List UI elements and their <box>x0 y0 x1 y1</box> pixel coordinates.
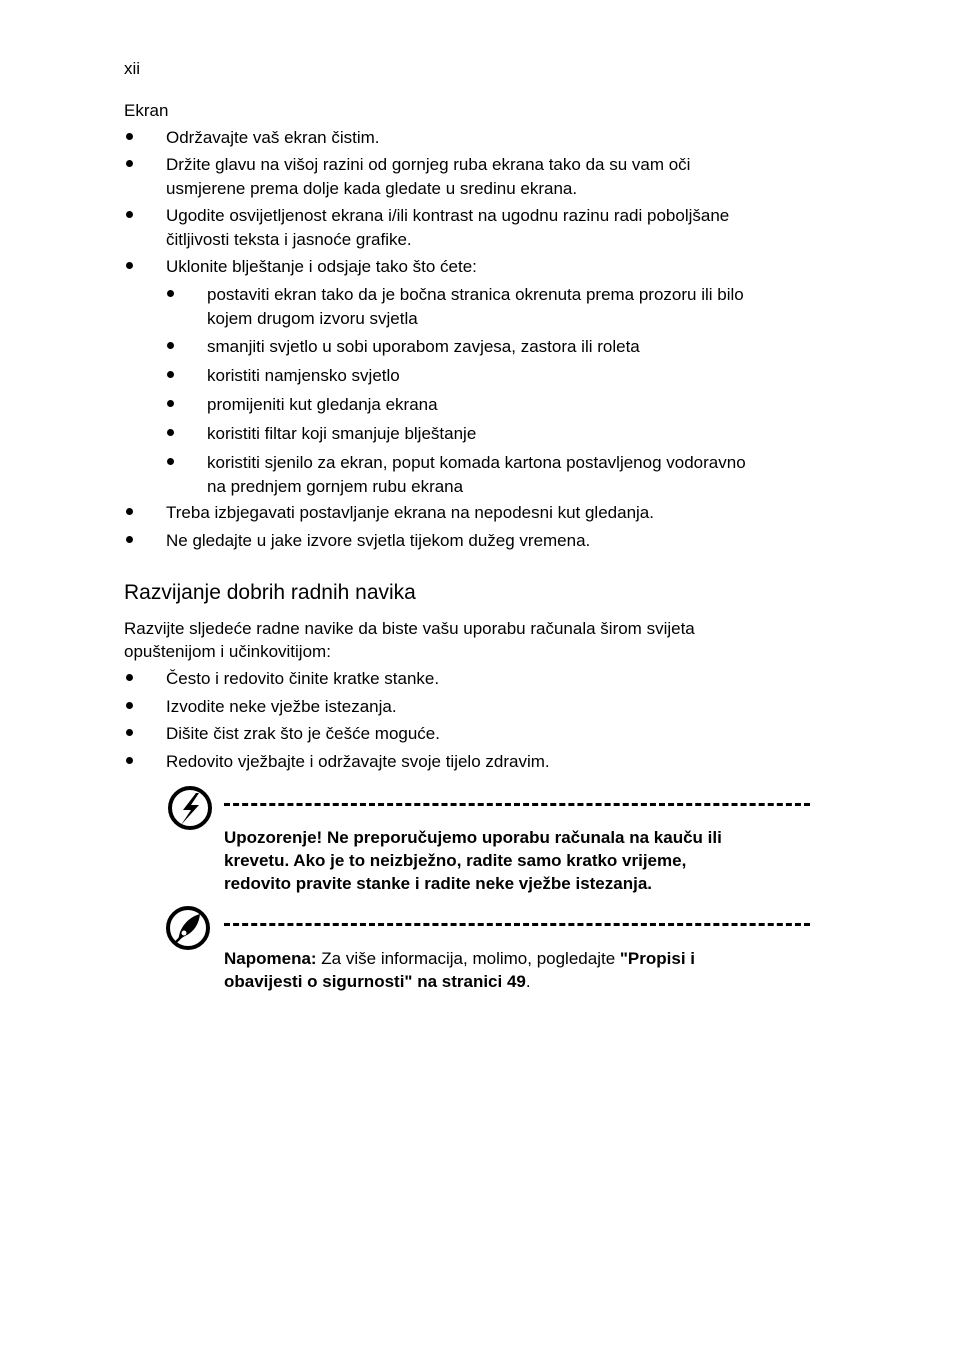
pen-note-icon <box>164 904 212 952</box>
bullet-icon <box>126 508 133 515</box>
list-item: Izvodite neke vježbe istezanja. <box>166 697 397 716</box>
note-label: Napomena: <box>224 949 317 968</box>
sub-list-item-continuation: kojem drugom izvoru svjetla <box>207 309 418 328</box>
sub-list-item: koristiti filtar koji smanjuje blještanje <box>207 424 477 443</box>
intro-text-continuation: opuštenijom i učinkovitijom: <box>124 642 331 661</box>
bullet-icon <box>167 429 174 436</box>
bullet-icon <box>126 133 133 140</box>
bullet-icon <box>167 342 174 349</box>
list-item: Redovito vježbajte i održavajte svoje tijelo zdravim. <box>166 752 550 771</box>
note-reference-link[interactable]: "Propisi i <box>619 949 696 968</box>
warning-text-continuation: krevetu. Ako je to neizbježno, radite samo kratko vrijeme, <box>224 851 687 870</box>
list-item: Održavajte vaš ekran čistim. <box>166 128 380 147</box>
list-item: Dišite čist zrak što je češće moguće. <box>166 724 440 743</box>
bullet-icon <box>126 674 133 681</box>
bullet-icon <box>167 290 174 297</box>
sub-list-item: smanjiti svjetlo u sobi uporabom zavjesa, zastora ili roleta <box>207 337 640 356</box>
note-text-end: . <box>525 972 531 991</box>
note-text <box>224 947 695 970</box>
bullet-icon <box>167 400 174 407</box>
page-number: xii <box>124 59 141 78</box>
intro-text: Razvijte sljedeće radne navike da biste vašu uporabu računala širom svijeta <box>124 619 695 638</box>
list-item: Uklonite blještanje i odsjaje tako što ćete: <box>166 257 477 276</box>
bullet-icon <box>126 262 133 269</box>
lightning-warning-icon <box>166 784 214 832</box>
bullet-icon <box>126 160 133 167</box>
list-item: Držite glavu na višoj razini od gornjeg ruba ekrana tako da su vam oči <box>166 155 691 174</box>
sub-list-item: promijeniti kut gledanja ekrana <box>207 395 438 414</box>
warning-text: Upozorenje! Ne preporučujemo uporabu računala na kauču ili <box>224 828 722 847</box>
list-item: Ne gledajte u jake izvore svjetla tijekom dužeg vremena. <box>166 531 591 550</box>
sub-list-item: koristiti sjenilo za ekran, poput komada kartona postavljenog vodoravno <box>207 453 746 472</box>
bullet-icon <box>126 757 133 764</box>
list-item-continuation: čitljivosti teksta i jasnoće grafike. <box>166 230 412 249</box>
bullet-icon <box>126 702 133 709</box>
section-heading-habits: Razvijanje dobrih radnih navika <box>124 581 416 604</box>
note-text-body: Za više informacija, molimo, pogledajte <box>316 949 620 968</box>
note-text-continuation <box>224 970 531 993</box>
dashed-divider <box>224 923 810 926</box>
bullet-icon <box>167 371 174 378</box>
bullet-icon <box>126 211 133 218</box>
list-item: Često i redovito činite kratke stanke. <box>166 669 440 688</box>
sub-list-item-continuation: na prednjem gornjem rubu ekrana <box>207 477 464 496</box>
section-title-ekran: Ekran <box>124 101 169 120</box>
bullet-icon <box>126 536 133 543</box>
dashed-divider <box>224 803 810 806</box>
list-item: Treba izbjegavati postavljanje ekrana na nepodesni kut gledanja. <box>166 503 654 522</box>
note-reference-link[interactable]: obavijesti o sigurnosti" na stranici 49 <box>224 972 526 991</box>
bullet-icon <box>167 458 174 465</box>
list-item: Ugodite osvijetljenost ekrana i/ili kontrast na ugodnu razinu radi poboljšane <box>166 206 730 225</box>
warning-text-continuation: redovito pravite stanke i radite neke vježbe istezanja. <box>224 874 653 893</box>
bullet-icon <box>126 729 133 736</box>
list-item-continuation: usmjerene prema dolje kada gledate u sredinu ekrana. <box>166 179 578 198</box>
sub-list-item: postaviti ekran tako da je bočna stranica okrenuta prema prozoru ili bilo <box>207 285 744 304</box>
sub-list-item: koristiti namjensko svjetlo <box>207 366 400 385</box>
